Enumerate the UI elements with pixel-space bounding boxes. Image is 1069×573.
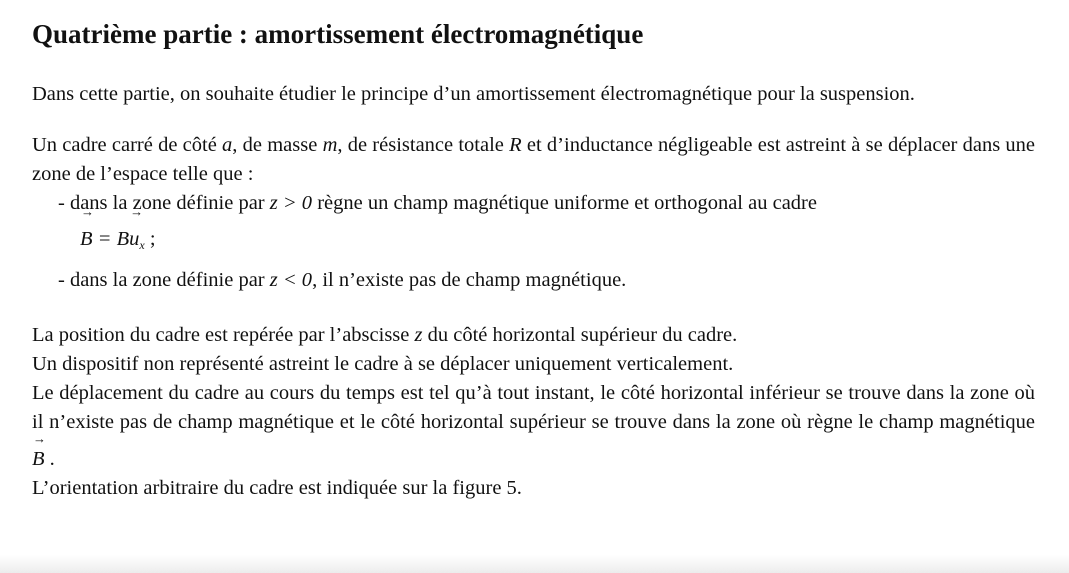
var-z: z xyxy=(414,324,423,346)
var-a: a xyxy=(222,134,233,156)
bullet-field-zone: - dans la zone définie par z > 0 règne un champ magnétique uniforme et orthogonal au cadre → $B = B\to u_x$ ; xyxy=(32,189,1035,266)
field-equation: → $B = B\to u_x$ ; xyxy=(58,218,1035,266)
bullet-no-field-zone: - dans la zone définie par z < 0, il n’existe pas de champ magnétique. xyxy=(58,269,627,291)
condition-z-positive: z > 0 xyxy=(269,192,313,214)
motion-paragraph: Le déplacement du cadre au cours du temps est tel qu’à tout instant, le côté horizontal inférieur se trouve dans la zone où il n’existe pas de champ magnétique et le côté horizontal supérieur se trouve dans la zone où règne le champ magnétique → B . xyxy=(32,379,1035,474)
var-m: m xyxy=(322,134,338,156)
vector-B-inline: → B xyxy=(32,445,45,474)
intro-paragraph: Dans cette partie, on souhaite étudier le principe d’un amortissement électromagnétique pour la suspension. xyxy=(32,83,915,105)
device-paragraph: Un dispositif non représenté astreint le cadre à se déplacer uniquement verticalement. xyxy=(32,353,734,375)
orientation-paragraph: L’orientation arbitraire du cadre est indiquée sur la figure 5. xyxy=(32,477,522,499)
vector-u: → u xyxy=(129,218,139,260)
subscript-x: x xyxy=(139,238,145,252)
var-R: R xyxy=(509,134,522,156)
bottom-shadow xyxy=(0,555,1069,573)
position-paragraph: La position du cadre est repérée par l’abscisse z du côté horizontal supérieur du cadre. xyxy=(32,324,738,346)
vector-B: → B xyxy=(80,218,93,260)
frame-paragraph: Un cadre carré de côté a, de masse m, de résistance totale R et d’inductance négligeable est astreint à se déplacer dans une zone de l’espace telle que : xyxy=(32,134,1036,185)
condition-z-negative: z < 0 xyxy=(269,269,313,291)
section-title: Quatrième partie : amortissement électromagnétique xyxy=(32,19,644,49)
document-page xyxy=(32,16,1035,503)
